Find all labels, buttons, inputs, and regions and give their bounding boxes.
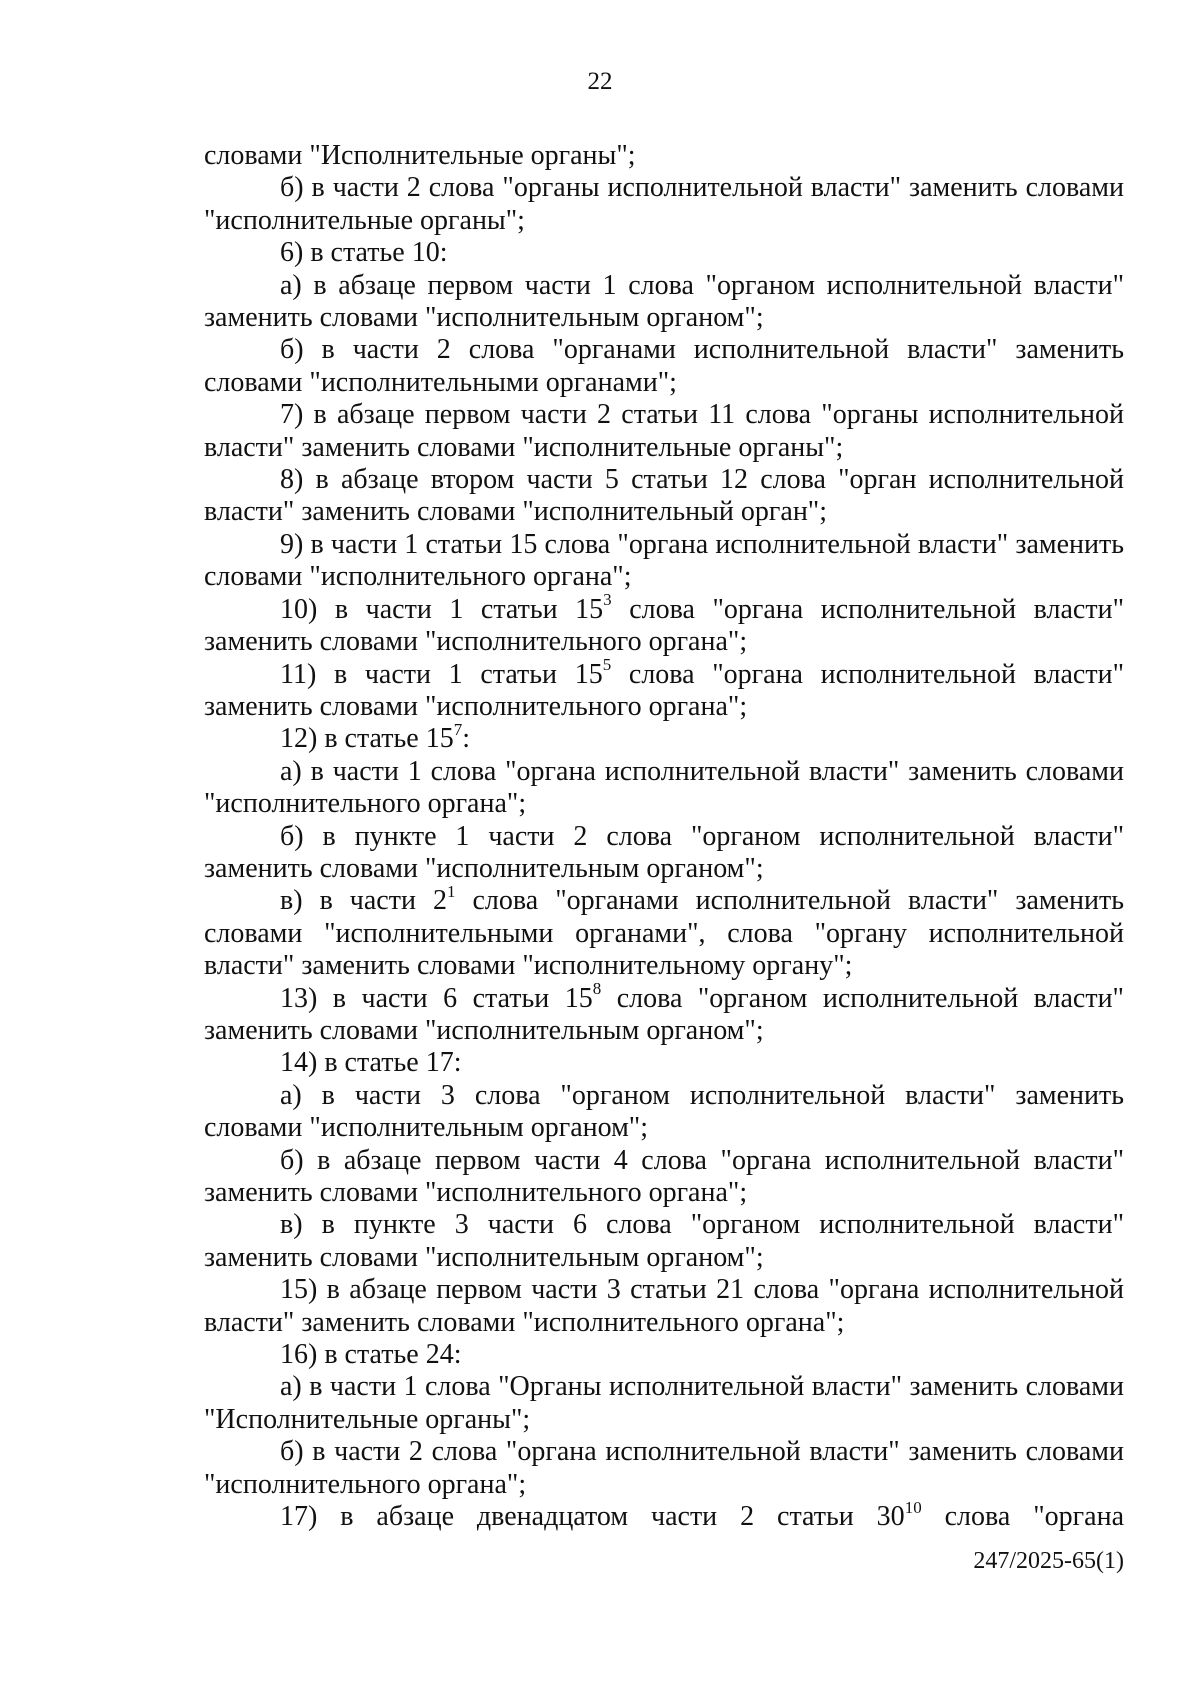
paragraph-text: : — [462, 723, 470, 755]
article-superscript: 7 — [453, 719, 463, 739]
document-code: 247/2025-65(1) — [973, 1548, 1124, 1574]
paragraph-text: слова "органа исполнительной власти" заменить словами "исполнительного органа"; — [204, 658, 1124, 722]
amendment-paragraph: 8) в абзаце втором части 5 статьи 12 слова "орган исполнительной власти" заменить словами "исполнительный орган"; — [204, 464, 1124, 528]
amendment-paragraph: словами "Исполнительные органы"; — [204, 140, 636, 171]
amendment-paragraph: б) в части 2 слова "органы исполнительной власти" заменить словами "исполнительные органы"; — [204, 172, 1124, 236]
amendment-paragraph: 9) в части 1 статьи 15 слова "органа исполнительной власти" заменить словами "исполнительного органа"; — [204, 528, 1124, 593]
amendment-paragraph: б) в абзаце первом части 4 слова "органа исполнительной власти" заменить словами "исполнительного органа"; — [204, 1144, 1124, 1208]
article-superscript: 5 — [602, 655, 612, 675]
amendment-paragraph: 6) в статье 10: — [280, 237, 448, 269]
amendment-paragraph — [204, 590, 1124, 659]
article-superscript: 10 — [904, 1497, 922, 1517]
paragraph-text: слова "органами исполнительной власти" заменить словами "исполнительными органами", слова "органу исполнительной власти" заменить словами "исполнительному органу"; — [204, 885, 1124, 982]
paragraph-text: в) в части 2 — [280, 885, 447, 917]
amendment-paragraph — [204, 882, 1124, 982]
amendment-paragraph: б) в пункте 1 части 2 слова "органом исполнительной власти" заменить словами "исполнительным органом"; — [204, 820, 1124, 884]
amendment-paragraph: а) в части 1 слова "органа исполнительной власти" заменить словами "исполнительного органа"; — [204, 755, 1124, 820]
amendment-paragraph — [204, 1497, 1124, 1533]
document-body — [204, 140, 1124, 1533]
paragraph-text: слова "органа исполнительной власти" заменить словами "исполнительного органа"; — [204, 593, 1124, 658]
amendment-paragraph — [204, 719, 1124, 755]
paragraph-text: 12) в статье 15 — [280, 723, 454, 755]
amendment-paragraph: б) в части 2 слова "органами исполнительной власти" заменить словами "исполнительными органами"; — [204, 334, 1124, 398]
article-superscript: 1 — [446, 882, 456, 902]
paragraph-text: слова "органа — [921, 1501, 1124, 1533]
amendment-paragraph: а) в части 3 слова "органом исполнительной власти" заменить словами "исполнительным органом"; — [204, 1079, 1124, 1144]
amendment-paragraph: 7) в абзаце первом части 2 статьи 11 слова "органы исполнительной власти" заменить словами "исполнительные органы"; — [204, 399, 1124, 463]
paragraph-text: слова "органом исполнительной власти" заменить словами "исполнительным органом"; — [204, 982, 1124, 1046]
article-superscript: 8 — [592, 979, 602, 999]
amendment-paragraph: в) в пункте 3 части 6 слова "органом исполнительной власти" заменить словами "исполнительным органом"; — [204, 1209, 1124, 1273]
article-superscript: 3 — [603, 590, 612, 610]
page-number: 22 — [587, 68, 613, 95]
paragraph-text: 10) в части 1 статьи 15 — [280, 593, 604, 625]
amendment-paragraph: 16) в статье 24: — [280, 1339, 462, 1371]
amendment-paragraph: б) в части 2 слова "органа исполнительной власти" заменить словами "исполнительного органа"; — [204, 1436, 1124, 1500]
amendment-paragraph: а) в абзаце первом части 1 слова "органом исполнительной власти" заменить словами "исполнительным органом"; — [204, 269, 1124, 334]
paragraph-text: 13) в части 6 статьи 15 — [280, 982, 593, 1014]
amendment-paragraph: 14) в статье 17: — [280, 1047, 462, 1079]
amendment-paragraph — [204, 979, 1124, 1048]
paragraph-text: 17) в абзаце двенадцатом части 2 статьи 30 — [280, 1501, 905, 1533]
amendment-paragraph — [204, 655, 1124, 724]
paragraph-text: 11) в части 1 статьи 15 — [280, 658, 603, 690]
amendment-paragraph: а) в части 1 слова "Органы исполнительной власти" заменить словами "Исполнительные органы"; — [204, 1371, 1124, 1435]
amendment-paragraph: 15) в абзаце первом части 3 статьи 21 слова "органа исполнительной власти" заменить словами "исполнительного органа"; — [204, 1274, 1124, 1338]
